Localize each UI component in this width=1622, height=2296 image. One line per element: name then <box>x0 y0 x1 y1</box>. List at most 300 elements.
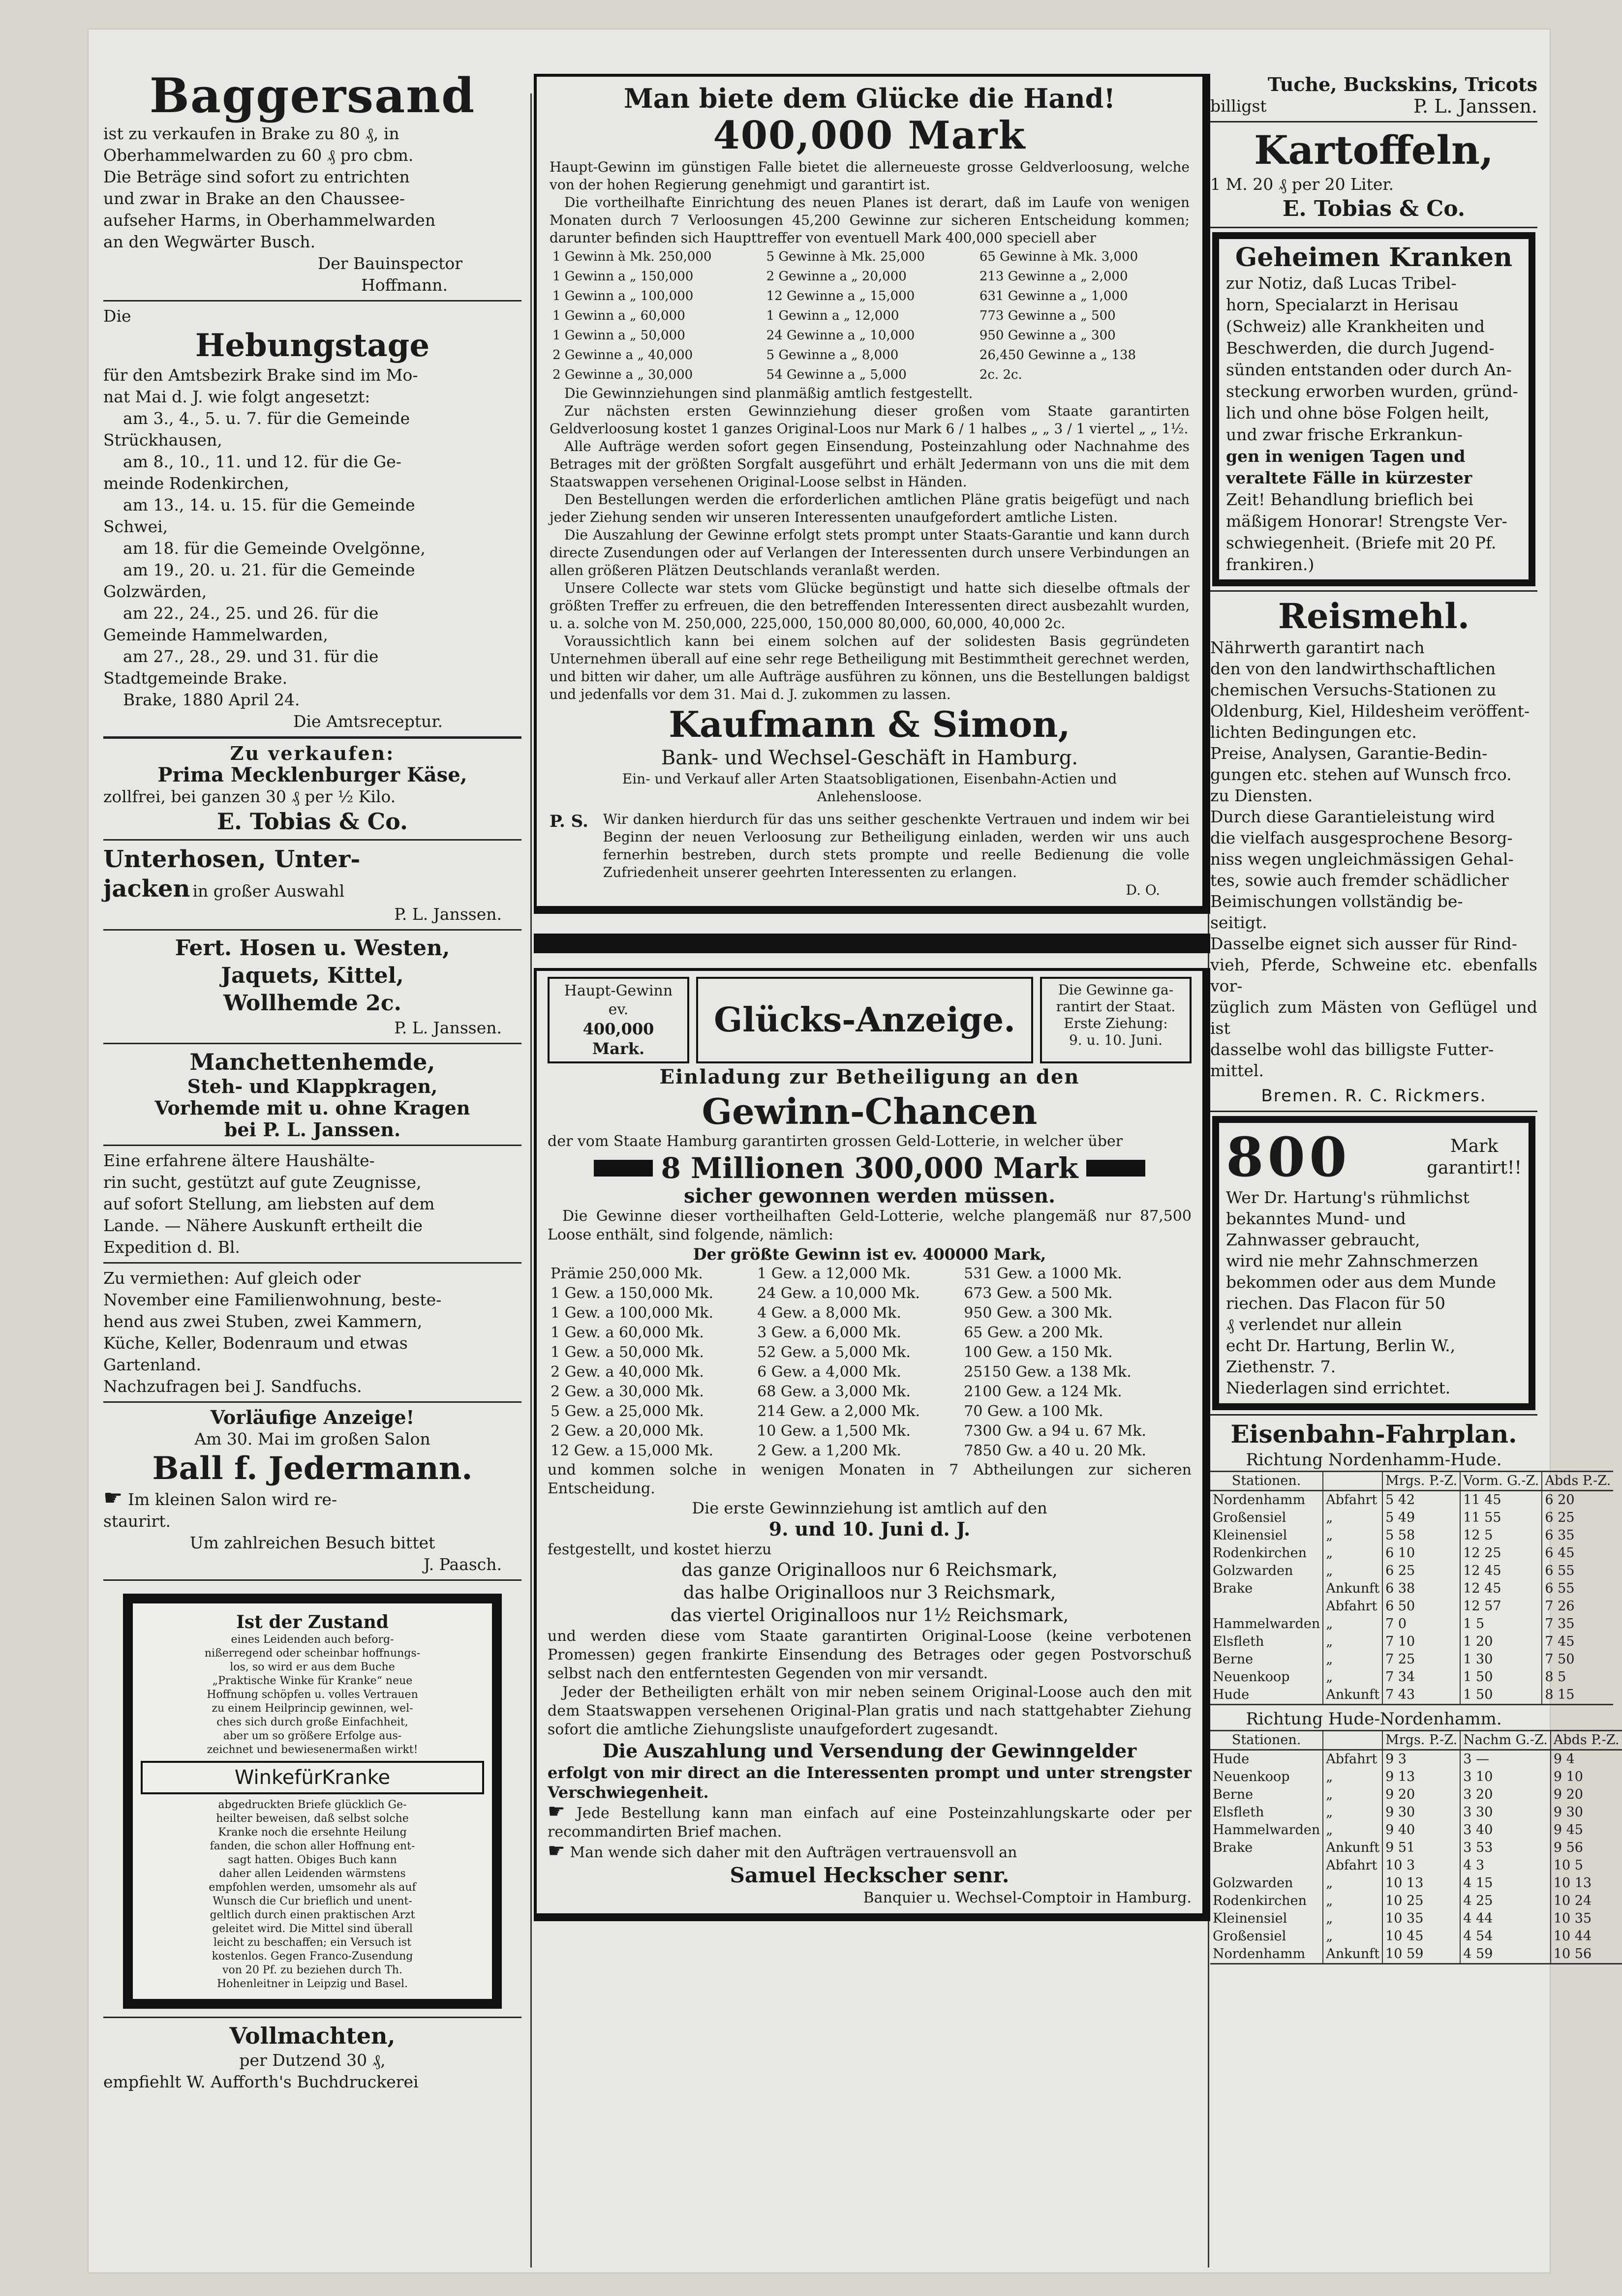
ad-text: Im kleinen Salon wird re- <box>127 1490 337 1509</box>
table-cell: „ <box>1323 1821 1382 1839</box>
table-cell: 1 Gew. a 100,000 Mk. <box>551 1304 713 1322</box>
ad-line: den von den landwirthschaftlichen <box>1210 659 1496 678</box>
pointing-hand-icon: ☛ <box>103 1485 123 1511</box>
ad-line: Jaquets, Kittel, <box>221 963 404 988</box>
ad-800-mark <box>1212 1116 1535 1410</box>
signature: Hoffmann. <box>361 275 448 295</box>
ad-paragraph: erfolgt von mir direct an die Interessenten prompt und unter strengster Verschwiegenheit. <box>548 1763 1192 1802</box>
table-cell <box>1210 1857 1323 1874</box>
table-cell: 10 56 <box>1553 1946 1592 1962</box>
ad-line: niss wegen ungleichmässigen Gehal- <box>1210 849 1514 869</box>
ad-line: vieh, Pferde, Schweine etc. ebenfalls vor- <box>1210 955 1537 996</box>
ad-paragraph: Die Gewinne dieser vortheilhaften Geld-Lotterie, welche plangemäß nur 87,500 Loose enthält, sind folgende, nämlich: <box>548 1208 1192 1243</box>
ad-line: Expedition d. Bl. <box>103 1238 240 1257</box>
ad-winke <box>123 1594 502 2009</box>
table-cell: 7 43 <box>1382 1686 1460 1705</box>
table-cell: 9 40 <box>1382 1821 1460 1839</box>
ad-line: Kranke noch die ersehnte Heilung <box>218 1826 407 1839</box>
table-cell: Rodenkirchen <box>1210 1892 1323 1910</box>
table-row <box>1210 1874 1622 1892</box>
table-cell: 6 50 <box>1382 1598 1460 1615</box>
table-cell: 9 20 <box>1553 1787 1583 1802</box>
ad-paragraph <box>548 1842 1192 1862</box>
ad-line: Lande. — Nähere Auskunft ertheilt die <box>103 1216 423 1235</box>
highlight-line <box>548 1151 1192 1185</box>
ad-line: November eine Familienwohnung, beste- <box>103 1290 442 1309</box>
table-row <box>1210 1892 1622 1910</box>
table-cell: 2 Gew. a 1,200 Mk. <box>757 1442 901 1459</box>
table-cell: 1 Gewinn à Mk. 250,000 <box>552 249 712 264</box>
table-cell: 1 Gewinn a „ 100,000 <box>552 289 694 303</box>
ad-line: sagt hatten. Obiges Buch kann <box>228 1854 397 1866</box>
firm-desc: Bank- und Wechsel-Geschäft in Hamburg. <box>661 747 1078 769</box>
divider <box>103 736 521 739</box>
table-cell: 12 25 <box>1460 1544 1542 1562</box>
ad-line: Beschwerden, die durch Jugend- <box>1226 338 1495 358</box>
table-cell: Neuenkoop <box>1210 1668 1323 1686</box>
ad-line: am 19., 20. u. 21. für die Gemeinde <box>123 560 415 579</box>
divider <box>1210 590 1537 592</box>
table-cell: 1 Gewinn a „ 150,000 <box>552 269 694 284</box>
ad-line: Stadtgemeinde Brake. <box>103 668 288 688</box>
ad-kartoffeln <box>1210 126 1537 223</box>
ad-line: geltlich durch einen praktischen Arzt <box>210 1909 415 1921</box>
table-cell: 1 Gew. a 12,000 Mk. <box>757 1265 911 1282</box>
pointing-hand-icon: ☛ <box>548 1840 565 1862</box>
table-cell: 10 45 <box>1382 1928 1460 1945</box>
ad-tuche <box>1210 74 1537 117</box>
timetable-table <box>1210 1471 1613 1705</box>
ad-header <box>548 977 1192 1063</box>
ad-line: die vielfach ausgesprochene Besorg- <box>1210 828 1513 847</box>
box-line: Haupt-Gewinn <box>564 982 673 999</box>
ad-line: das ganze Originalloos nur 6 Reichsmark, <box>681 1560 1058 1580</box>
table-cell: 9 13 <box>1382 1768 1460 1786</box>
table-cell: 9 20 <box>1382 1786 1460 1804</box>
table-row <box>548 1264 1192 1284</box>
table-row <box>550 326 1190 345</box>
table-cell: Ankunft <box>1323 1839 1382 1857</box>
ad-line: nat Mai d. J. wie folgt angesetzt: <box>103 387 370 406</box>
ad-title: Baggersand <box>149 68 476 123</box>
ad-title: jacken <box>103 875 190 903</box>
table-cell: 6 55 <box>1545 1581 1575 1596</box>
table-cell: Neuenkoop <box>1210 1768 1323 1786</box>
table-cell: Kleinensiel <box>1210 1910 1323 1928</box>
table-cell: Golzwarden <box>1210 1874 1323 1892</box>
ad-line: Oberhammelwarden zu 60 ₰ pro cbm. <box>103 146 414 165</box>
table-cell: Nordenhamm <box>1210 1491 1323 1510</box>
table-cell: 10 44 <box>1553 1929 1592 1944</box>
table-row <box>548 1303 1192 1323</box>
ad-line: Ziethenstr. 7. <box>1226 1357 1336 1376</box>
column-left <box>103 69 521 2093</box>
table-cell: Elsfleth <box>1210 1633 1323 1651</box>
table-row <box>548 1362 1192 1382</box>
firm-desc: Ein- und Verkauf aller Arten Staatsobligationen, Eisenbahn-Actien und Anlehensloose. <box>622 771 1117 805</box>
divider <box>103 1579 521 1581</box>
table-header-cell: Stationen. <box>1210 1472 1323 1491</box>
table-cell: 12 57 <box>1460 1598 1542 1615</box>
table-cell: 8 5 <box>1545 1669 1566 1685</box>
table-cell: 6 35 <box>1545 1528 1575 1543</box>
ad-line: für den Amtsbezirk Brake sind im Mo- <box>103 365 418 385</box>
signature: Der Bauinspector <box>317 254 462 273</box>
merchant-address: Banquier u. Wechsel-Comptoir in Hamburg. <box>863 1889 1192 1906</box>
table-cell: „ <box>1323 1786 1382 1804</box>
table-cell: 2100 Gew. a 124 Mk. <box>964 1383 1122 1400</box>
table-row <box>1210 1491 1613 1510</box>
table-cell: 6 55 <box>1545 1563 1575 1578</box>
table-cell: 950 Gew. a 300 Mk. <box>964 1304 1113 1322</box>
ad-line: sünden entstanden oder durch An- <box>1226 360 1512 379</box>
ad-line: am 27., 28., 29. und 31. für die <box>123 647 379 666</box>
table-row <box>1210 1633 1613 1651</box>
table-cell: 9 45 <box>1553 1822 1583 1838</box>
ad-line: frankiren.) <box>1226 555 1315 574</box>
ad-line: zeichnet und bewiesenermaßen wirkt! <box>207 1744 418 1756</box>
table-cell: 10 24 <box>1553 1893 1592 1908</box>
ad-line: nißerregend oder scheinbar hoffnungs- <box>204 1647 421 1660</box>
ad-line: am 22., 24., 25. und 26. für die <box>123 604 379 623</box>
table-row <box>1210 1857 1622 1874</box>
ad-line: Steh- und Klappkragen, <box>187 1075 438 1097</box>
table-cell: 1 Gew. a 50,000 Mk. <box>551 1344 704 1361</box>
box-line: 400,000 Mark. <box>582 1020 654 1058</box>
ad-line: Einladung zur Betheiligung an den <box>659 1065 1080 1088</box>
ad-line: 8 Millionen 300,000 Mark <box>661 1151 1078 1185</box>
ad-line: am 8., 10., 11. und 12. für die Ge- <box>123 452 401 471</box>
ps-text: Wir danken hierdurch für das uns seither geschenkte Vertrauen und indem wir bei Beginn der neuen Verloosung zur Betheiligung einladen, werden wir uns auch fernerhin bestreben, durch stets prompte und reelle Bedienung die volle Zufriedenheit unserer geehrten Interessenten zu erlangen. <box>603 811 1190 880</box>
table-cell: 7 35 <box>1545 1616 1575 1631</box>
signature: D. O. <box>1126 882 1160 898</box>
ad-line: empfiehlt W. Aufforth's Buchdruckerei <box>103 2072 419 2091</box>
ad-line: per Dutzend 30 ₰, <box>239 2051 386 2070</box>
ad-line: veraltete Fälle in kürzester <box>1226 468 1472 487</box>
ad-line: hend aus zwei Stuben, zwei Kammern, <box>103 1312 423 1331</box>
direction-label: Richtung Hude-Nordenhamm. <box>1246 1709 1502 1729</box>
divider <box>1210 121 1537 122</box>
table-cell: Rodenkirchen <box>1210 1544 1323 1562</box>
ad-paragraph: Der größte Gewinn ist ev. 400000 Mark, <box>693 1245 1046 1264</box>
firm-name: Kaufmann & Simon, <box>669 703 1071 745</box>
table-cell: 68 Gew. a 3,000 Mk. <box>757 1383 911 1400</box>
ad-line: ist zu verkaufen in Brake zu 80 ₰, in <box>103 124 399 143</box>
table-row <box>1210 1750 1622 1769</box>
ad-body <box>1226 1187 1522 1398</box>
table-cell: 3 30 <box>1460 1804 1551 1821</box>
table-cell: „ <box>1323 1527 1382 1544</box>
ad-title: Reismehl. <box>1278 596 1470 636</box>
ad-line: Dasselbe eignet sich ausser für Rind- <box>1210 934 1517 953</box>
table-cell: 1 20 <box>1460 1633 1542 1651</box>
table-cell: Großensiel <box>1210 1509 1323 1527</box>
table-cell: 773 Gewinne a „ 500 <box>979 308 1116 323</box>
ad-line: Vorhemde mit u. ohne Kragen <box>154 1097 470 1119</box>
ad-ball <box>103 1407 521 1575</box>
ad-line: aufseher Harms, in Oberhammelwarden <box>103 211 436 230</box>
ad-hebungstage <box>103 305 521 732</box>
table-cell: 9 4 <box>1553 1752 1575 1767</box>
table-row <box>1210 1786 1622 1804</box>
table-cell: Hude <box>1210 1686 1323 1705</box>
timetable <box>1210 1420 1620 1964</box>
table-row <box>1210 1804 1622 1821</box>
table-cell: „ <box>1323 1562 1382 1580</box>
ad-line: bekommen oder aus dem Munde <box>1226 1272 1496 1292</box>
title-box <box>696 977 1033 1063</box>
table-row <box>548 1382 1192 1402</box>
table-cell: 6 20 <box>1545 1492 1575 1508</box>
table-row <box>550 345 1190 365</box>
info-box-left <box>548 977 689 1063</box>
table-cell: Hude <box>1210 1750 1323 1769</box>
ad-line: gen in wenigen Tagen und <box>1226 447 1466 466</box>
divider <box>103 300 521 302</box>
ad-line: garantirt!! <box>1427 1158 1522 1178</box>
table-row <box>1210 1651 1613 1668</box>
ad-line: Niederlagen sind errichtet. <box>1226 1378 1451 1397</box>
ad-line: billigst <box>1210 96 1267 116</box>
ad-line: mäßigem Honorar! Strengste Ver- <box>1226 512 1507 531</box>
table-cell: 9 10 <box>1553 1769 1583 1784</box>
table-cell: 950 Gewinne a „ 300 <box>979 328 1116 343</box>
table-cell: 10 35 <box>1553 1911 1592 1926</box>
firm-name: E. Tobias & Co. <box>1282 196 1466 221</box>
ad-line: Fert. Hosen u. Westen, <box>175 936 450 961</box>
ad-line: auf sofort Stellung, am liebsten auf dem <box>103 1194 435 1213</box>
ad-line: aber um so größere Erfolge aus- <box>223 1730 402 1742</box>
table-header-cell: Nachm G.-Z. <box>1460 1731 1551 1750</box>
ad-line: 1 M. 20 ₰ per 20 Liter. <box>1210 175 1394 194</box>
table-cell: 11 45 <box>1460 1491 1542 1510</box>
table-header-cell: Vorm. G.-Z. <box>1460 1472 1542 1491</box>
ad-paragraph: 9. und 10. Juni d. J. <box>768 1518 971 1540</box>
table-cell: 12 Gew. a 15,000 Mk. <box>551 1442 713 1459</box>
ad-line: Prima Mecklenburger Käse, <box>157 763 467 786</box>
ad-line: geleitet wird. Die Mittel sind überall <box>212 1923 413 1935</box>
table-cell: 12 5 <box>1460 1527 1542 1544</box>
ad-line: staurirt. <box>103 1511 171 1531</box>
table-row <box>550 247 1190 267</box>
firm-name: E. Tobias & Co. <box>216 808 408 835</box>
table-header-cell <box>1323 1472 1382 1491</box>
table-cell: Nordenhamm <box>1210 1945 1323 1964</box>
ad-line: Schwei, <box>103 517 168 536</box>
table-cell: „ <box>1323 1874 1382 1892</box>
ad-line: von 20 Pf. zu beziehen durch Th. <box>222 1964 402 1976</box>
ad-line: seitigt. <box>1210 913 1267 932</box>
table-cell: 9 3 <box>1382 1750 1460 1769</box>
divider <box>1210 1414 1537 1416</box>
table-row <box>548 1402 1192 1421</box>
ad-separator-bar <box>534 934 1210 953</box>
table-cell: 3 40 <box>1460 1821 1551 1839</box>
table-cell: 7 25 <box>1382 1651 1460 1668</box>
table-cell: 1 50 <box>1460 1668 1542 1686</box>
ad-line: das viertel Originalloos nur 1½ Reichsmark, <box>670 1605 1069 1626</box>
ad-line: Wer Dr. Hartung's rühmlichst <box>1226 1188 1469 1207</box>
table-cell: 2 Gew. a 40,000 Mk. <box>551 1363 704 1381</box>
table-cell: 12 45 <box>1460 1580 1542 1598</box>
ad-row <box>1210 95 1537 117</box>
table-cell: Berne <box>1210 1786 1323 1804</box>
ad-title: Manchettenhemde, <box>189 1049 435 1075</box>
table-cell: Abfahrt <box>1323 1491 1382 1510</box>
ad-line: zollfrei, bei ganzen 30 ₰ per ½ Kilo. <box>103 787 396 806</box>
table-cell: 1 Gewinn a „ 12,000 <box>766 308 899 323</box>
ad-title: Ball f. Jedermann. <box>152 1450 473 1487</box>
table-row <box>1210 1910 1622 1928</box>
table-cell: Brake <box>1210 1839 1323 1857</box>
table-cell: 673 Gew. a 500 Mk. <box>964 1285 1113 1302</box>
table-cell: „ <box>1323 1892 1382 1910</box>
ad-paragraph: und kommen solche in wenigen Monaten in 7 Abtheilungen zur sicheren Entscheidung. <box>548 1461 1192 1497</box>
direction-label: Richtung Nordenhamm-Hude. <box>1246 1450 1502 1470</box>
table-cell: Elsfleth <box>1210 1804 1323 1821</box>
ad-line: zu einem Heilprincip gewinnen, wel- <box>212 1702 413 1715</box>
table-cell: „ <box>1323 1544 1382 1562</box>
divider <box>103 1401 521 1403</box>
table-row <box>1210 1615 1613 1633</box>
table-cell: 7850 Gw. a 40 u. 20 Mk. <box>964 1442 1146 1459</box>
table-cell: 2c. 2c. <box>979 367 1022 382</box>
ad-line: Hoffnung schöpfen u. volles Vertrauen <box>207 1689 418 1701</box>
table-row <box>1210 1544 1613 1562</box>
table-cell: 54 Gewinne a „ 5,000 <box>766 367 907 382</box>
table-row <box>1210 1527 1613 1544</box>
ad-paragraph: Voraussichtlich kann bei einem solchen auf der solidesten Basis gegründeten Unternehmen überall auf eine sehr rege Betheiligung mit Bestimmtheit gerechnet werden, und bitten wir daher, um alle Aufträge ausführen zu können, uns die Bestellungen baldigst und jedenfalls vor dem 31. Mai d. J. zukommen zu lassen. <box>550 633 1190 702</box>
ad-line: bei P. L. Janssen. <box>224 1118 401 1141</box>
table-cell: Hammelwarden <box>1210 1615 1323 1633</box>
ad-line: Um zahlreichen Besuch bittet <box>189 1533 435 1552</box>
table-cell: Abfahrt <box>1323 1750 1382 1769</box>
ad-line: Durch diese Garantieleistung wird <box>1210 807 1495 826</box>
ad-paragraph: Die vortheilhafte Einrichtung des neuen Planes ist derart, daß im Laufe von wenigen Monaten durch 7 Verloosungen 45,200 Gewinne zur sicheren Entscheidung kommen; darunter befinden sich Haupttreffer von eventuell Mark 400,000 speciell aber <box>550 194 1190 246</box>
column-middle <box>534 74 1210 1921</box>
ad-line: horn, Specialarzt in Herisau <box>1226 295 1459 314</box>
ad-kaese <box>103 743 521 835</box>
ad-line: leicht zu beschaffen; ein Versuch ist <box>213 1936 412 1949</box>
ad-line: mittel. <box>1210 1061 1264 1080</box>
merchant-name: Samuel Heckscher senr. <box>730 1863 1010 1887</box>
prize-table <box>550 247 1190 385</box>
ad-paragraph: Haupt-Gewinn im günstigen Falle bietet die allerneueste grosse Geldverloosung, welche von der hohen Regierung genehmigt und garantirt ist. <box>550 159 1190 193</box>
ad-line: daher allen Leidenden wärmstens <box>219 1868 406 1880</box>
table-cell: 9 30 <box>1553 1805 1583 1820</box>
box-line: rantirt der Staat. <box>1056 998 1176 1015</box>
ad-text: Jede Bestellung kann man einfach auf eine Posteinzahlungskarte oder per recommandirten Brief machen. <box>548 1805 1192 1841</box>
table-cell: 10 13 <box>1553 1875 1592 1891</box>
table-cell: 5 Gewinne a „ 8,000 <box>766 348 899 363</box>
table-cell: 1 Gewinn a „ 60,000 <box>552 308 685 323</box>
ad-line: Wollhemde 2c. <box>223 991 401 1016</box>
divider <box>103 839 521 841</box>
table-cell: 6 38 <box>1382 1580 1460 1598</box>
banner: WinkefürKranke <box>141 1761 484 1794</box>
ad-line: schwiegenheit. (Briefe mit 20 Pf. <box>1226 533 1497 552</box>
ad-pre: Die <box>103 306 131 326</box>
divider <box>103 2017 521 2018</box>
table-cell: 5 Gewinne à Mk. 25,000 <box>766 249 925 264</box>
ad-paragraph: der vom Staate Hamburg garantirten grossen Geld-Lotterie, in welcher über <box>548 1133 1123 1150</box>
ad-line: bekanntes Mund- und <box>1226 1209 1406 1228</box>
table-header-cell <box>1323 1731 1382 1750</box>
ad-title: Kartoffeln, <box>1254 127 1494 173</box>
table-cell: „ <box>1323 1615 1382 1633</box>
table-cell: 4 44 <box>1460 1910 1551 1928</box>
table-row <box>1210 1509 1613 1527</box>
ad-title: Eisenbahn-Fahrplan. <box>1230 1420 1517 1449</box>
ad-paragraph: Alle Aufträge werden sofort gegen Einsendung, Posteinzahlung oder Nachnahme des Betrages mit der größten Sorgfalt ausgeführt und erhält Jedermann von uns die mit dem Staatswappen versehenen Original-Loose selbst in Händen. <box>550 438 1190 490</box>
ad-line <box>103 1487 521 1511</box>
ad-line: Zeit! Behandlung brieflich bei <box>1226 490 1473 509</box>
table-cell: 7 45 <box>1545 1634 1575 1649</box>
ad-line: an den Wegwärter Busch. <box>103 232 316 251</box>
ad-line: los, so wird er aus dem Buche <box>230 1661 395 1673</box>
ad-line: ₰ verlendet nur allein <box>1226 1315 1402 1334</box>
table-cell: 4 Gew. a 8,000 Mk. <box>757 1304 901 1322</box>
table-cell: 3 10 <box>1460 1768 1551 1786</box>
table-row <box>548 1343 1192 1362</box>
ad-line: tes, sowie auch fremder schädlicher <box>1210 871 1509 890</box>
table-cell: 2 Gew. a 20,000 Mk. <box>551 1422 704 1440</box>
ad-line: Vorläufige Anzeige! <box>210 1406 415 1428</box>
table-cell: 6 Gew. a 4,000 Mk. <box>757 1363 901 1381</box>
ad-body <box>1210 637 1537 1081</box>
table-cell: 214 Gew. a 2,000 Mk. <box>757 1403 920 1420</box>
ad-unterhosen <box>103 845 521 925</box>
ad-title: Geheimen Kranken <box>1235 242 1513 272</box>
ad-title: 400,000 Mark <box>713 113 1026 158</box>
table-cell: 7 26 <box>1545 1599 1575 1614</box>
ad-title: Vollmachten, <box>229 2023 396 2049</box>
ad-text: Man wende sich daher mit den Aufträgen vertrauensvoll an <box>570 1844 1017 1861</box>
table-cell: „ <box>1323 1651 1382 1668</box>
ad-line: Strückhausen, <box>103 430 222 450</box>
table-cell: Kleinensiel <box>1210 1527 1323 1544</box>
table-cell: 2 Gewinne a „ 40,000 <box>552 348 693 363</box>
ad-paragraph <box>548 1802 1192 1842</box>
ad-haushaelterin <box>103 1150 521 1258</box>
ad-line: Beimischungen vollständig be- <box>1210 892 1463 911</box>
table-cell: 3 — <box>1460 1750 1551 1769</box>
ad-headline: Man biete dem Glücke die Hand! <box>623 83 1116 114</box>
ad-line: empfohlen werden, umsomehr als auf <box>209 1881 416 1894</box>
ad-line: züglich zum Mästen von Geflügel und ist <box>1210 997 1537 1038</box>
table-row <box>548 1441 1192 1461</box>
ad-line: Die Beträge sind sofort zu entrichten <box>103 167 410 186</box>
postscript <box>550 811 1190 899</box>
ad-vermiethen <box>103 1268 521 1397</box>
ad-geheimen-kranken <box>1212 232 1535 586</box>
ad-line: heilter beweisen, daß selbst solche <box>216 1813 409 1825</box>
table-cell: 65 Gew. a 200 Mk. <box>964 1324 1103 1341</box>
ad-line: zu Diensten. <box>1210 786 1313 805</box>
ad-line: lich und ohne böse Folgen heilt, <box>1226 403 1490 423</box>
ad-paragraph: Die erste Gewinnziehung ist amtlich auf den <box>692 1499 1047 1517</box>
table-cell: Berne <box>1210 1651 1323 1668</box>
table-cell: 70 Gew. a 100 Mk. <box>964 1403 1103 1420</box>
table-header-cell: Stationen. <box>1210 1731 1323 1750</box>
table-cell: 5 58 <box>1382 1527 1460 1544</box>
signature: P. L. Janssen. <box>394 905 502 924</box>
table-row <box>1210 1821 1622 1839</box>
table-row <box>1210 1839 1622 1857</box>
table-cell: „ <box>1323 1768 1382 1786</box>
table-cell: 8 15 <box>1545 1687 1575 1702</box>
ad-line: dasselbe wohl das billigste Futter- <box>1210 1040 1494 1059</box>
